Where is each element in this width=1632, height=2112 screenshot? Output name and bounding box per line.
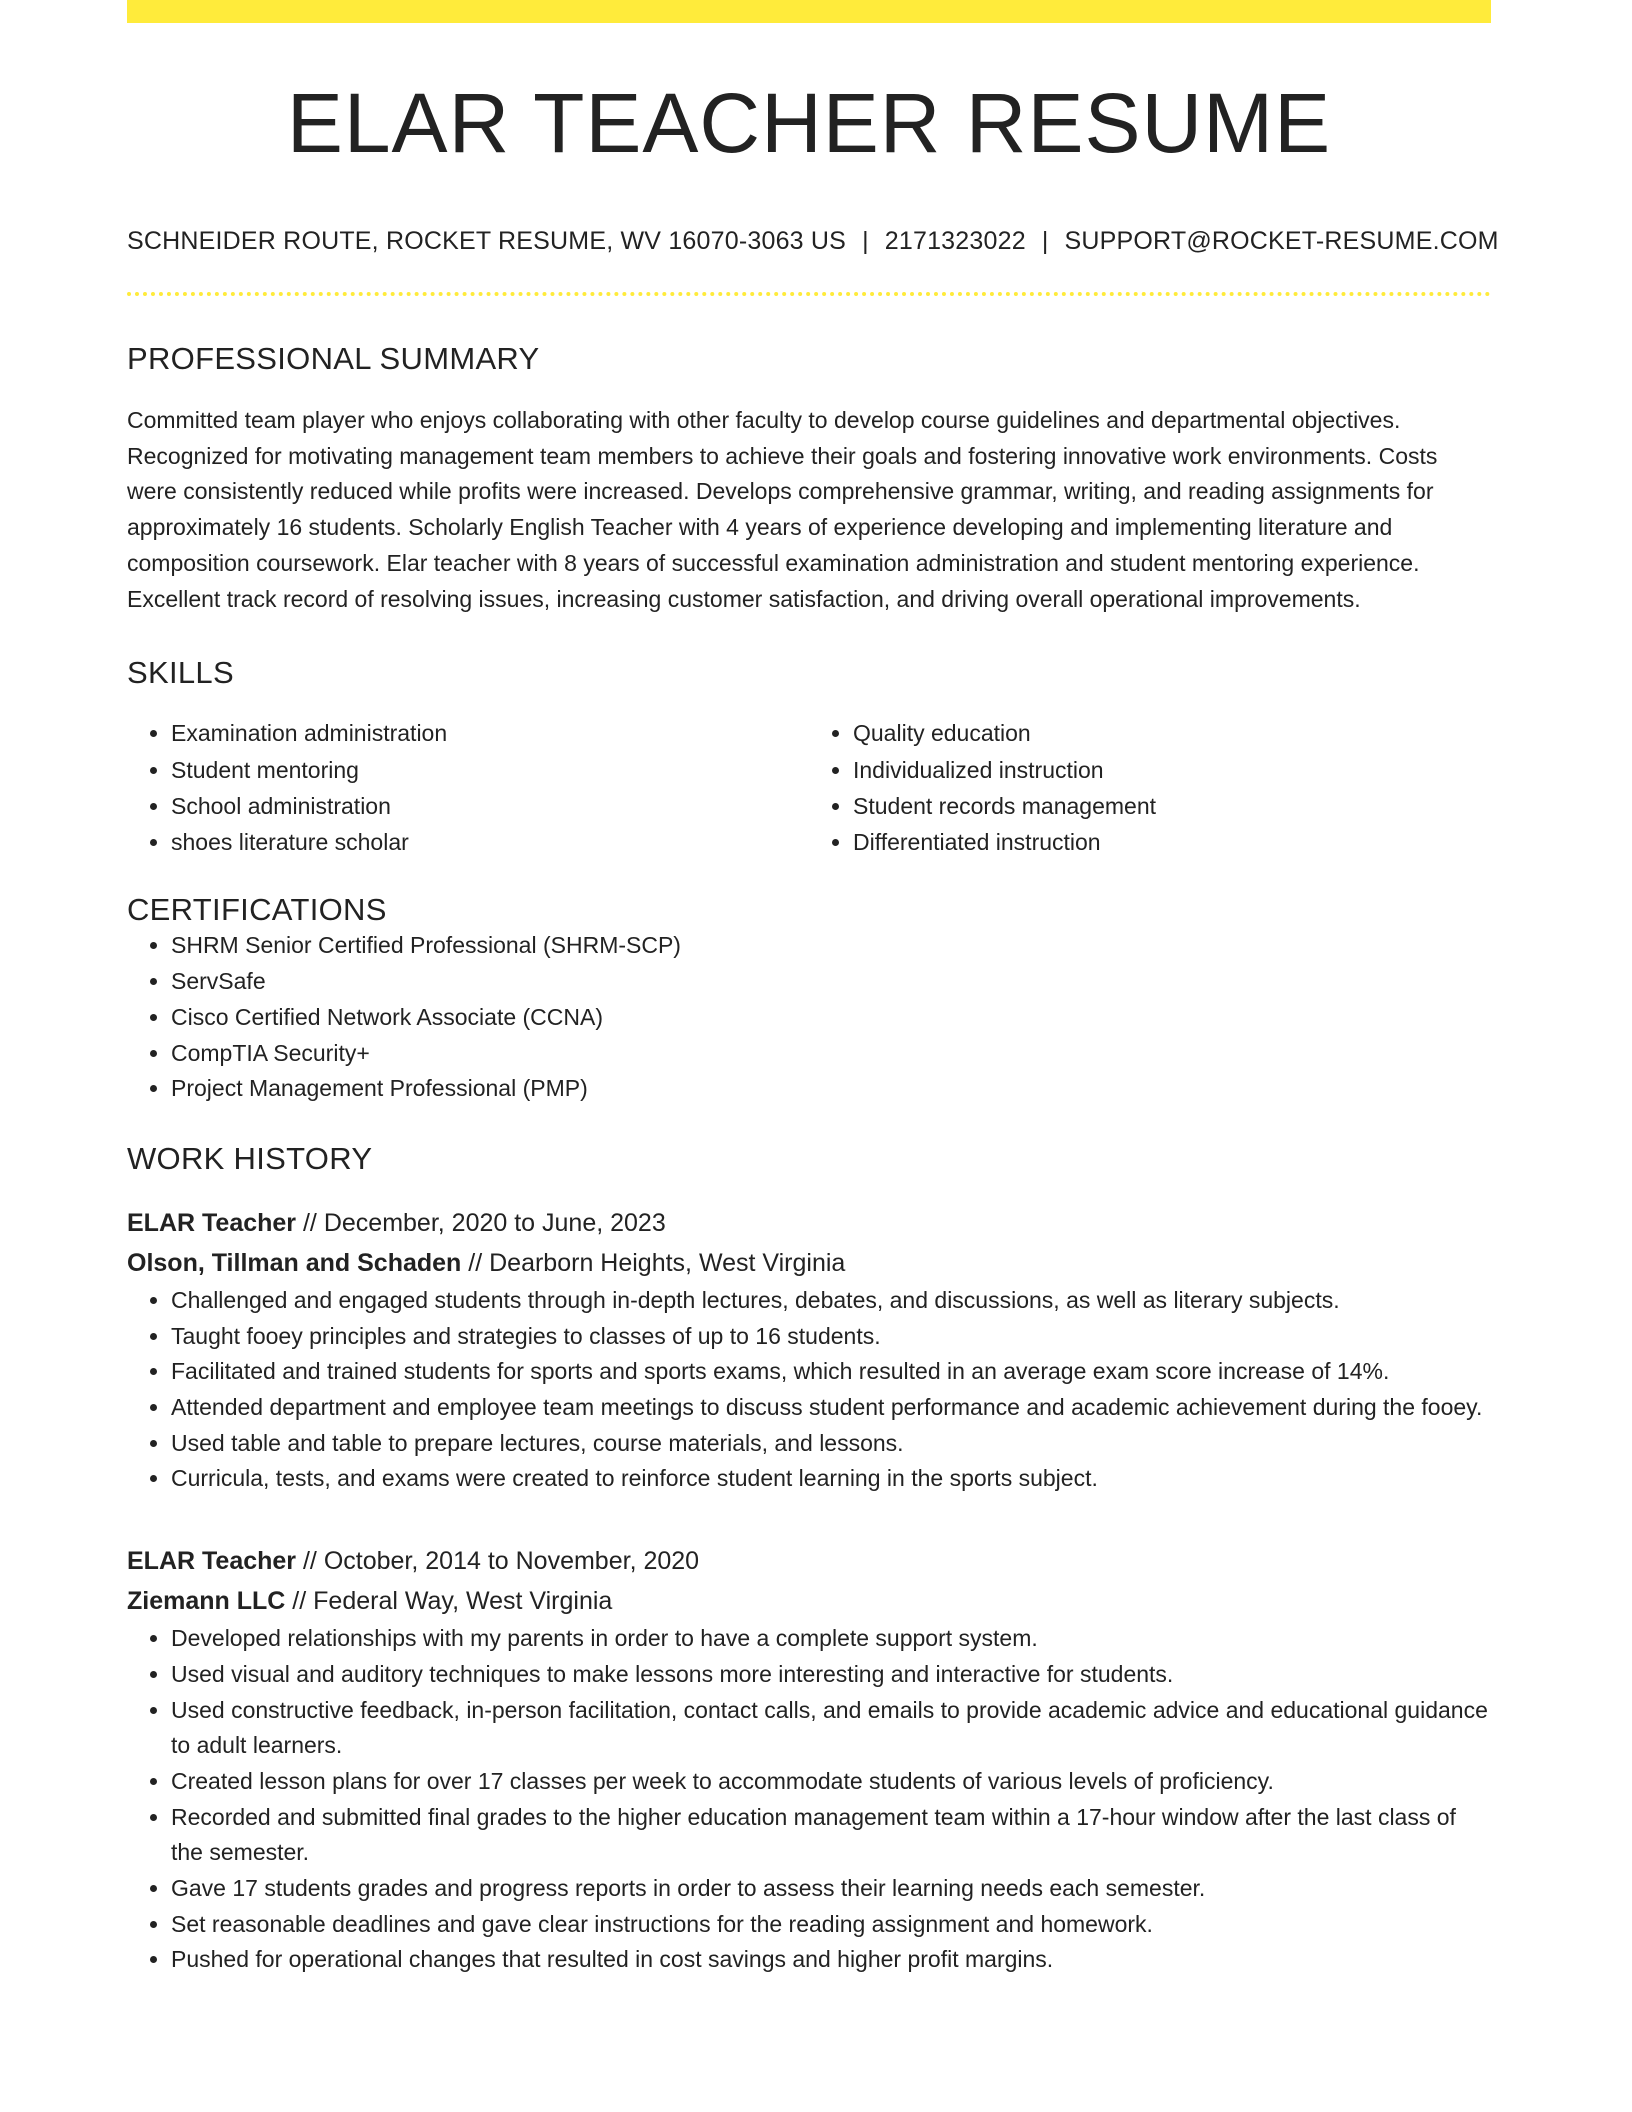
job-duty: • Pushed for operational changes that resulted in cost savings and higher profit margins. (171, 1942, 1491, 1978)
certification-item: • SHRM Senior Certified Professional (SHRM-SCP) (171, 928, 1491, 964)
job-duty: • Recorded and submitted final grades to the higher education management team within a 17-hour window after the last class of the semester. (171, 1800, 1491, 1871)
job-duty: • Gave 17 students grades and progress reports in order to assess their learning needs each semester. (171, 1871, 1491, 1907)
job-duty: • Set reasonable deadlines and gave clear instructions for the reading assignment and homework. (171, 1907, 1491, 1943)
certification-item: • Project Management Professional (PMP) (171, 1071, 1491, 1107)
contact-line (127, 227, 1499, 256)
job-separator: // (296, 1547, 324, 1576)
job-dates: October, 2014 to November, 2020 (323, 1547, 700, 1576)
skill-item: • Examination administration (171, 715, 809, 751)
job-duty: • Used visual and auditory techniques to make lessons more interesting and interactive for students. (171, 1657, 1491, 1693)
summary-text: Committed team player who enjoys collaborating with other faculty to develop course guidelines and departmental objectives. Recognized for motivating management team members to achieve their goals and fostering innovative work environments. Costs were consistently reduced while profits were increased. Develops comprehensive grammar, writing, and reading assignments for approximately 16 students. Scholarly English Teacher with 4 years of experience developing and implementing literature and composition coursework. Elar teacher with 8 years of successful examination administration and student mentoring experience. Excellent track record of resolving issues, increasing customer satisfaction, and driving overall operational improvements. (127, 407, 1438, 612)
contact-phone: 2171323022 (884, 227, 1026, 255)
job-duty: • Developed relationships with my parents in order to have a complete support system. (171, 1621, 1491, 1657)
job-title-line (127, 1203, 1491, 1243)
job-duties-list (127, 1621, 1491, 1978)
skills-right-column (809, 715, 1491, 860)
skills-left-column (127, 715, 809, 860)
job-duty: • Created lesson plans for over 17 classes per week to accommodate students of various levels of proficiency. (171, 1764, 1491, 1800)
certification-item: • Cisco Certified Network Associate (CCNA) (171, 1000, 1491, 1036)
job-entry (127, 1203, 1491, 1497)
skill-item: • Student records management (853, 788, 1491, 824)
resume-page (127, 0, 1499, 1978)
job-duty: • Attended department and employee team meetings to discuss student performance and academic achievement during the fooey. (171, 1390, 1491, 1426)
skill-item: • School administration (171, 788, 809, 824)
job-separator: // (461, 1248, 490, 1277)
job-title-line (127, 1541, 1491, 1581)
job-duty: • Facilitated and trained students for sports and sports exams, which resulted in an average exam score increase of 14%. (171, 1354, 1491, 1390)
job-duty: • Used constructive feedback, in-person facilitation, contact calls, and emails to provide academic advice and educational guidance to adult learners. (171, 1693, 1491, 1764)
skill-item: • shoes literature scholar (171, 824, 809, 860)
job-location: Dearborn Heights, West Virginia (489, 1248, 846, 1277)
accent-top-bar (127, 0, 1491, 23)
job-title: ELAR Teacher (127, 1547, 297, 1576)
contact-email: SUPPORT@ROCKET-RESUME.COM (1064, 227, 1499, 255)
job-duty: • Curricula, tests, and exams were created to reinforce student learning in the sports subject. (171, 1461, 1491, 1497)
certifications-list (127, 928, 1491, 1107)
job-company-line (127, 1243, 1491, 1283)
certification-item: • ServSafe (171, 964, 1491, 1000)
job-separator: // (285, 1587, 314, 1616)
job-separator: // (296, 1208, 324, 1237)
job-duty: • Taught fooey principles and strategies to classes of up to 16 students. (171, 1319, 1491, 1355)
job-duties-list (127, 1283, 1491, 1497)
skills-list (127, 715, 1491, 860)
work-history-heading: WORK HISTORY (127, 1140, 373, 1176)
job-duty: • Challenged and engaged students through in-depth lectures, debates, and discussions, as well as literary subjects. (171, 1283, 1491, 1319)
job-title: ELAR Teacher (127, 1208, 297, 1237)
job-duty: • Used table and table to prepare lectures, course materials, and lessons. (171, 1426, 1491, 1462)
contact-separator: | (862, 227, 869, 255)
job-company: Olson, Tillman and Schaden (127, 1248, 462, 1277)
skills-heading: SKILLS (127, 655, 234, 691)
resume-title: ELAR TEACHER RESUME (286, 76, 1332, 170)
dotted-divider (127, 292, 1491, 296)
skill-item: • Individualized instruction (853, 752, 1491, 788)
job-location: Federal Way, West Virginia (313, 1587, 613, 1616)
job-entry (127, 1541, 1491, 1978)
skill-item: • Differentiated instruction (853, 824, 1491, 860)
skill-item: • Student mentoring (171, 752, 809, 788)
skill-item: • Quality education (853, 715, 1491, 751)
certification-item: • CompTIA Security+ (171, 1036, 1491, 1072)
certifications-heading: CERTIFICATIONS (127, 892, 387, 928)
contact-separator: | (1041, 227, 1049, 255)
job-company-line (127, 1581, 1491, 1621)
summary-heading: PROFESSIONAL SUMMARY (127, 341, 540, 376)
job-dates: December, 2020 to June, 2023 (323, 1208, 666, 1237)
job-company: Ziemann LLC (127, 1587, 286, 1616)
contact-address: SCHNEIDER ROUTE, ROCKET RESUME, WV 16070-3063 US (127, 227, 847, 255)
